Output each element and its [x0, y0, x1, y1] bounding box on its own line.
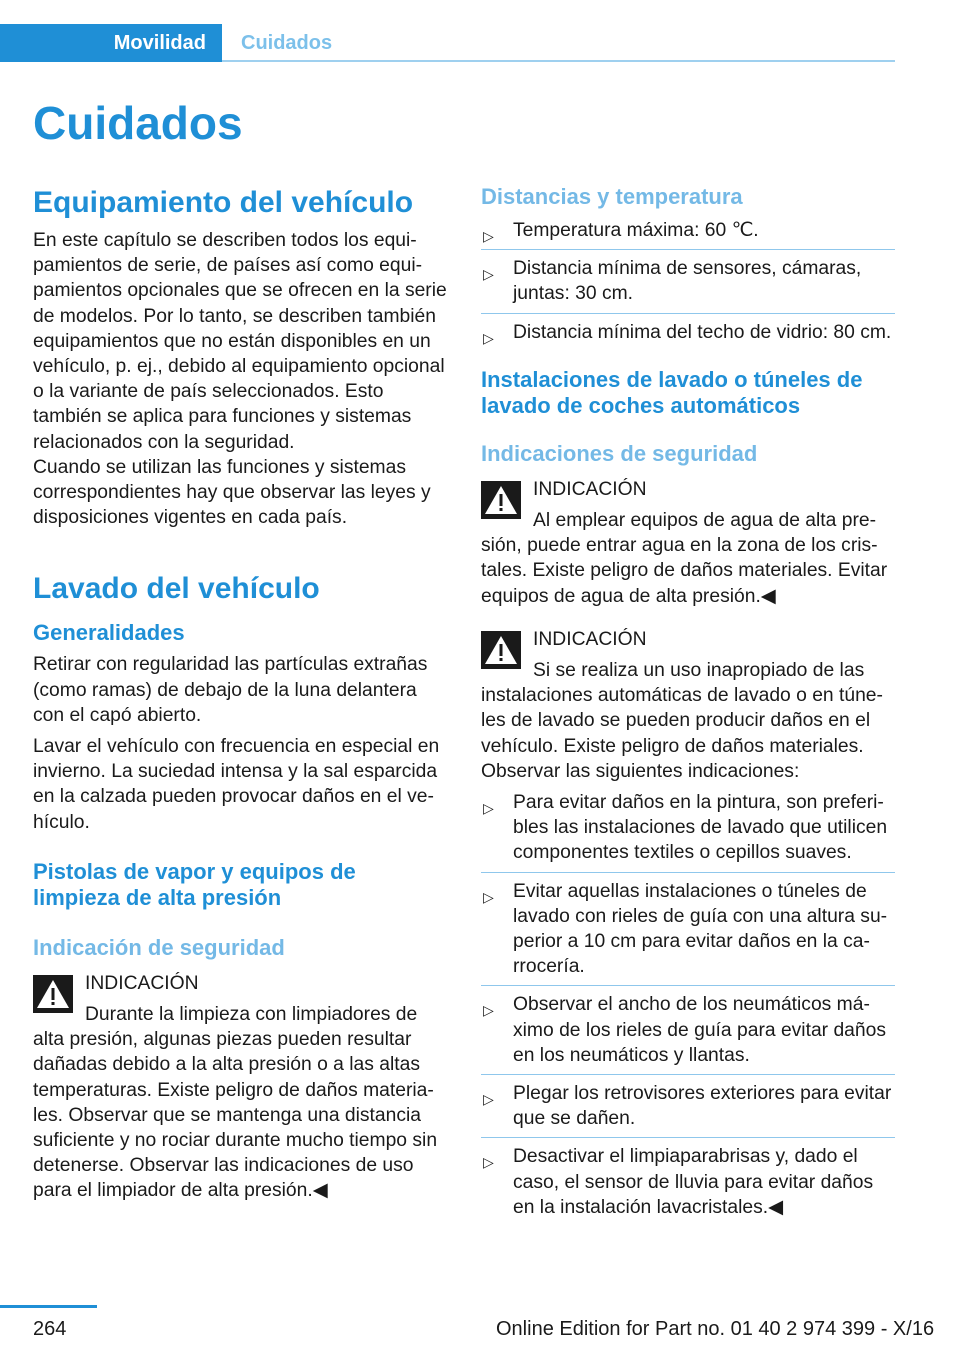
tab-movilidad — [0, 24, 222, 62]
heading-equipamiento: Equipamiento del vehículo — [33, 186, 414, 219]
paragraph-equipamiento-2: Cuando se utilizan las funciones y sistemas correspondientes hay que observar las leyes y disposiciones vigentes en cada país. — [33, 456, 431, 529]
paragraph-equipamiento-1: En este capítulo se describen todos los equipamientos de serie, de países así como equipamientos opcionales que se ofrecen en la serie de modelos. Por lo tanto, se describen también equipamientos que no están disponibles en un vehículo, p. ej., debido al equipamiento opcional o la variante de país seleccionados. Esto también se aplica para funciones y sistemas relacionados con la seguridad. — [33, 230, 447, 453]
triangle-bullet-icon: ▷ — [483, 1002, 494, 1019]
list-item: ▷ Plegar los retrovisores exteriores para evitar que se dañen. — [481, 1081, 895, 1138]
list-item: ▷ Observar el ancho de los neumáticos máximo de los rieles de guía para evitar daños en los neumáticos y llantas. — [481, 992, 895, 1075]
warning-text: Al emplear equipos de agua de alta presión, puede entrar agua en la zona de los cristales. Existe peligro de daños materiales. Evitar equipos de agua de alta presión.◀ — [481, 510, 888, 607]
triangle-bullet-icon: ▷ — [483, 1091, 494, 1108]
heading-generalidades: Generalidades — [33, 620, 185, 646]
list-item: ▷ Desactivar el limpiaparabrisas y, dado el caso, el sensor de lluvia para evitar daños en la instalación lavacristales.◀ — [483, 1146, 874, 1218]
heading-pistolas: Pistolas de vapor y equipos de limpieza de alta presión — [33, 858, 356, 910]
warning-label: INDICACIÓN — [533, 628, 647, 650]
tab-movilidad-label: Movilidad — [113, 32, 206, 54]
edition-text: Online Edition for Part no. 01 40 2 974 399 - X/16 — [496, 1318, 935, 1340]
warning-label: INDICACIÓN — [85, 972, 199, 994]
page-header — [0, 0, 895, 62]
warning-text: Si se realiza un uso inapropiado de las instalaciones automáticas de lavado o en túneles de lavado se pueden producir daños en el vehículo. Existe peligro de daños materiales. Observar las siguientes indicaciones: — [481, 660, 883, 782]
triangle-bullet-icon: ▷ — [483, 800, 494, 817]
triangle-bullet-icon: ▷ — [483, 228, 494, 244]
warning-label: INDICACIÓN — [533, 478, 647, 500]
paragraph-generalidades-1: Retirar con regularidad las partículas extrañas (como ramas) de debajo de la luna delantera con el capó abierto. — [33, 654, 428, 726]
triangle-bullet-icon: ▷ — [483, 888, 494, 905]
page-title: Cuidados — [33, 97, 243, 149]
left-column — [33, 184, 447, 1204]
warning-block-2 — [481, 627, 895, 784]
warning-triangle-icon — [481, 481, 521, 519]
heading-lavado: Lavado del vehículo — [33, 572, 320, 606]
page-number: 264 — [33, 1318, 67, 1340]
heading-distancias: Distancias y temperatura — [481, 184, 743, 209]
list-item: ▷ Distancia mínima de sensores, cámaras, juntas: 30 cm. — [481, 256, 895, 313]
list-item: ▷ Para evitar daños en la pintura, son preferibles las instalaciones de lavado que utilicen componentes textiles o cepillos suaves. — [481, 790, 895, 873]
heading-instalaciones: Instalaciones de lavado o túneles de lavado de coches automáticos — [481, 366, 863, 418]
tab-cuidados: Cuidados — [241, 32, 333, 54]
paragraph-generalidades-2: Lavar el vehículo con frecuencia en especial en invierno. La suciedad intensa y la sal esparcida en la calzada pueden provocar daños en el vehículo. — [33, 736, 440, 833]
heading-indicacion: Indicación de seguridad — [33, 934, 285, 960]
heading-indicaciones-seguridad: Indicaciones de seguridad — [481, 440, 758, 466]
distancias-list — [481, 218, 895, 345]
warning-triangle-icon — [481, 631, 521, 669]
warning-block-1 — [481, 477, 895, 609]
right-column — [481, 184, 895, 1220]
triangle-bullet-icon: ▷ — [483, 1154, 494, 1171]
list-item: ▷ Evitar aquellas instalaciones o túneles de lavado con rieles de guía con una altura superior a 10 cm para evitar daños en la carrocería. — [481, 879, 895, 987]
triangle-bullet-icon: ▷ — [483, 329, 494, 346]
list-item: ▷ Distancia mínima del techo de vidrio: 80 cm. — [481, 320, 895, 345]
footer-divider — [0, 1305, 97, 1308]
warning-block-pistolas — [33, 971, 447, 1204]
instalaciones-list — [481, 790, 895, 1220]
warning-text: Durante la limpieza con limpiadores de alta presión, algunas piezas pueden resultar dañadas debido a la alta presión o a las altas temperaturas. Existe peligro de daños materiales. Observar que se mantenga una distancia suficiente y no rociar durante mucho tiempo sin detenerse. Observar las indicaciones de uso para el limpiador de alta presión.◀ — [33, 1004, 438, 1202]
warning-triangle-icon — [33, 975, 73, 1013]
header-divider — [222, 60, 895, 62]
list-item: ▷ Temperatura máxima: 60 ℃. — [481, 218, 895, 250]
triangle-bullet-icon: ▷ — [483, 266, 494, 283]
